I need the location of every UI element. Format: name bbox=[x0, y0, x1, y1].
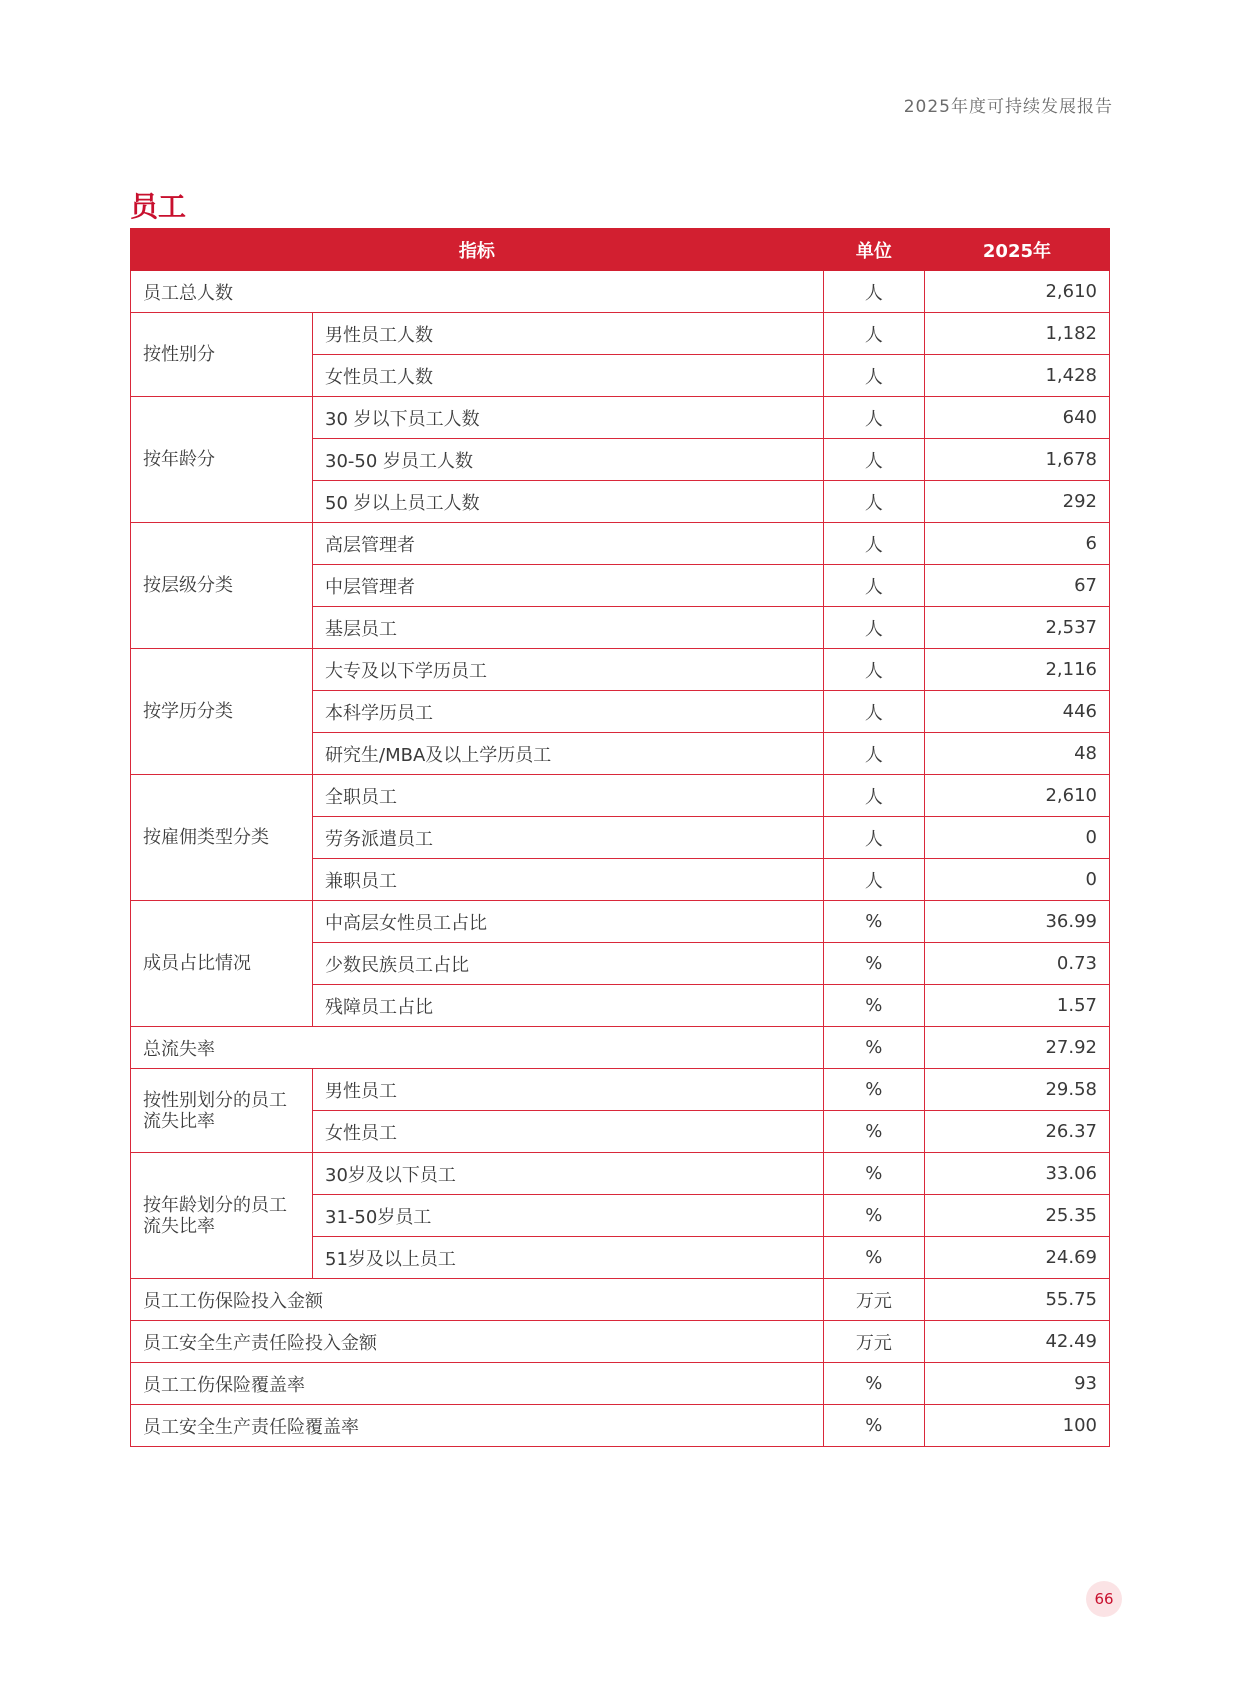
row-unit: 人 bbox=[823, 565, 924, 607]
table-header-row bbox=[131, 229, 1110, 271]
row-value: 93 bbox=[924, 1363, 1109, 1405]
group-label: 按年龄分 bbox=[131, 397, 313, 523]
table-row bbox=[131, 901, 1110, 943]
row-label: 全职员工 bbox=[313, 775, 824, 817]
row-label: 兼职员工 bbox=[313, 859, 824, 901]
row-label: 残障员工占比 bbox=[313, 985, 824, 1027]
row-unit: 人 bbox=[823, 859, 924, 901]
row-label: 男性员工 bbox=[313, 1069, 824, 1111]
table-row bbox=[131, 523, 1110, 565]
row-unit: 万元 bbox=[823, 1321, 924, 1363]
row-label: 高层管理者 bbox=[313, 523, 824, 565]
row-label: 31-50岁员工 bbox=[313, 1195, 824, 1237]
row-unit: 人 bbox=[823, 523, 924, 565]
row-unit: 人 bbox=[823, 481, 924, 523]
row-unit: % bbox=[823, 1153, 924, 1195]
row-label: 51岁及以上员工 bbox=[313, 1237, 824, 1279]
row-unit: 人 bbox=[823, 691, 924, 733]
row-value: 36.99 bbox=[924, 901, 1109, 943]
row-label: 大专及以下学历员工 bbox=[313, 649, 824, 691]
row-label: 少数民族员工占比 bbox=[313, 943, 824, 985]
row-value: 27.92 bbox=[924, 1027, 1109, 1069]
row-unit: 人 bbox=[823, 355, 924, 397]
employee-data-table bbox=[130, 228, 1110, 1447]
row-unit: % bbox=[823, 1363, 924, 1405]
row-unit: 人 bbox=[823, 397, 924, 439]
row-unit: 人 bbox=[823, 775, 924, 817]
header-year: 2025年 bbox=[924, 229, 1109, 271]
row-value: 42.49 bbox=[924, 1321, 1109, 1363]
group-label: 成员占比情况 bbox=[131, 901, 313, 1027]
row-value: 446 bbox=[924, 691, 1109, 733]
row-label: 员工工伤保险投入金额 bbox=[131, 1279, 824, 1321]
row-value: 0 bbox=[924, 859, 1109, 901]
row-value: 292 bbox=[924, 481, 1109, 523]
row-label: 50 岁以上员工人数 bbox=[313, 481, 824, 523]
row-label: 员工工伤保险覆盖率 bbox=[131, 1363, 824, 1405]
header-unit: 单位 bbox=[823, 229, 924, 271]
row-label: 员工安全生产责任险覆盖率 bbox=[131, 1405, 824, 1447]
row-label: 中层管理者 bbox=[313, 565, 824, 607]
table-row bbox=[131, 775, 1110, 817]
group-label: 按学历分类 bbox=[131, 649, 313, 775]
row-value: 2,610 bbox=[924, 271, 1109, 313]
group-label: 按雇佣类型分类 bbox=[131, 775, 313, 901]
row-unit: 人 bbox=[823, 313, 924, 355]
row-unit: % bbox=[823, 985, 924, 1027]
group-label: 按年龄划分的员工流失比率 bbox=[131, 1153, 313, 1279]
row-unit: % bbox=[823, 1405, 924, 1447]
row-unit: % bbox=[823, 901, 924, 943]
table-row bbox=[131, 1279, 1110, 1321]
table-row bbox=[131, 1069, 1110, 1111]
row-label: 女性员工 bbox=[313, 1111, 824, 1153]
row-label: 劳务派遣员工 bbox=[313, 817, 824, 859]
row-label: 研究生/MBA及以上学历员工 bbox=[313, 733, 824, 775]
table-row bbox=[131, 1027, 1110, 1069]
row-unit: % bbox=[823, 1111, 924, 1153]
row-value: 2,537 bbox=[924, 607, 1109, 649]
group-label: 按层级分类 bbox=[131, 523, 313, 649]
row-unit: 人 bbox=[823, 439, 924, 481]
group-label: 按性别分 bbox=[131, 313, 313, 397]
table-row bbox=[131, 649, 1110, 691]
row-unit: 人 bbox=[823, 271, 924, 313]
row-value: 6 bbox=[924, 523, 1109, 565]
table-row bbox=[131, 313, 1110, 355]
table-row bbox=[131, 1321, 1110, 1363]
row-unit: % bbox=[823, 1195, 924, 1237]
row-label: 总流失率 bbox=[131, 1027, 824, 1069]
row-value: 33.06 bbox=[924, 1153, 1109, 1195]
row-unit: % bbox=[823, 943, 924, 985]
row-value: 2,116 bbox=[924, 649, 1109, 691]
row-value: 1.57 bbox=[924, 985, 1109, 1027]
table-row bbox=[131, 397, 1110, 439]
row-unit: 人 bbox=[823, 733, 924, 775]
table-row bbox=[131, 1363, 1110, 1405]
row-value: 100 bbox=[924, 1405, 1109, 1447]
row-value: 67 bbox=[924, 565, 1109, 607]
row-label: 男性员工人数 bbox=[313, 313, 824, 355]
row-label: 员工安全生产责任险投入金额 bbox=[131, 1321, 824, 1363]
group-label: 按性别划分的员工流失比率 bbox=[131, 1069, 313, 1153]
row-label: 本科学历员工 bbox=[313, 691, 824, 733]
row-label: 中高层女性员工占比 bbox=[313, 901, 824, 943]
report-title: 2025年度可持续发展报告 bbox=[903, 97, 1113, 117]
header-indicator: 指标 bbox=[131, 229, 824, 271]
row-unit: 万元 bbox=[823, 1279, 924, 1321]
row-value: 55.75 bbox=[924, 1279, 1109, 1321]
row-value: 25.35 bbox=[924, 1195, 1109, 1237]
row-value: 640 bbox=[924, 397, 1109, 439]
row-unit: 人 bbox=[823, 649, 924, 691]
row-label: 30 岁以下员工人数 bbox=[313, 397, 824, 439]
row-unit: 人 bbox=[823, 607, 924, 649]
row-unit: % bbox=[823, 1027, 924, 1069]
row-value: 1,182 bbox=[924, 313, 1109, 355]
row-unit: % bbox=[823, 1237, 924, 1279]
row-value: 0.73 bbox=[924, 943, 1109, 985]
row-value: 26.37 bbox=[924, 1111, 1109, 1153]
row-label: 基层员工 bbox=[313, 607, 824, 649]
table-row bbox=[131, 1405, 1110, 1447]
row-value: 1,428 bbox=[924, 355, 1109, 397]
row-value: 24.69 bbox=[924, 1237, 1109, 1279]
row-label: 30-50 岁员工人数 bbox=[313, 439, 824, 481]
row-label: 女性员工人数 bbox=[313, 355, 824, 397]
row-value: 2,610 bbox=[924, 775, 1109, 817]
row-label: 员工总人数 bbox=[131, 271, 824, 313]
row-unit: % bbox=[823, 1069, 924, 1111]
row-value: 48 bbox=[924, 733, 1109, 775]
page-number: 66 bbox=[1086, 1581, 1122, 1617]
row-value: 0 bbox=[924, 817, 1109, 859]
table-row bbox=[131, 1153, 1110, 1195]
row-label: 30岁及以下员工 bbox=[313, 1153, 824, 1195]
section-title: 员工 bbox=[130, 190, 187, 223]
row-value: 29.58 bbox=[924, 1069, 1109, 1111]
row-value: 1,678 bbox=[924, 439, 1109, 481]
row-unit: 人 bbox=[823, 817, 924, 859]
table-row bbox=[131, 271, 1110, 313]
